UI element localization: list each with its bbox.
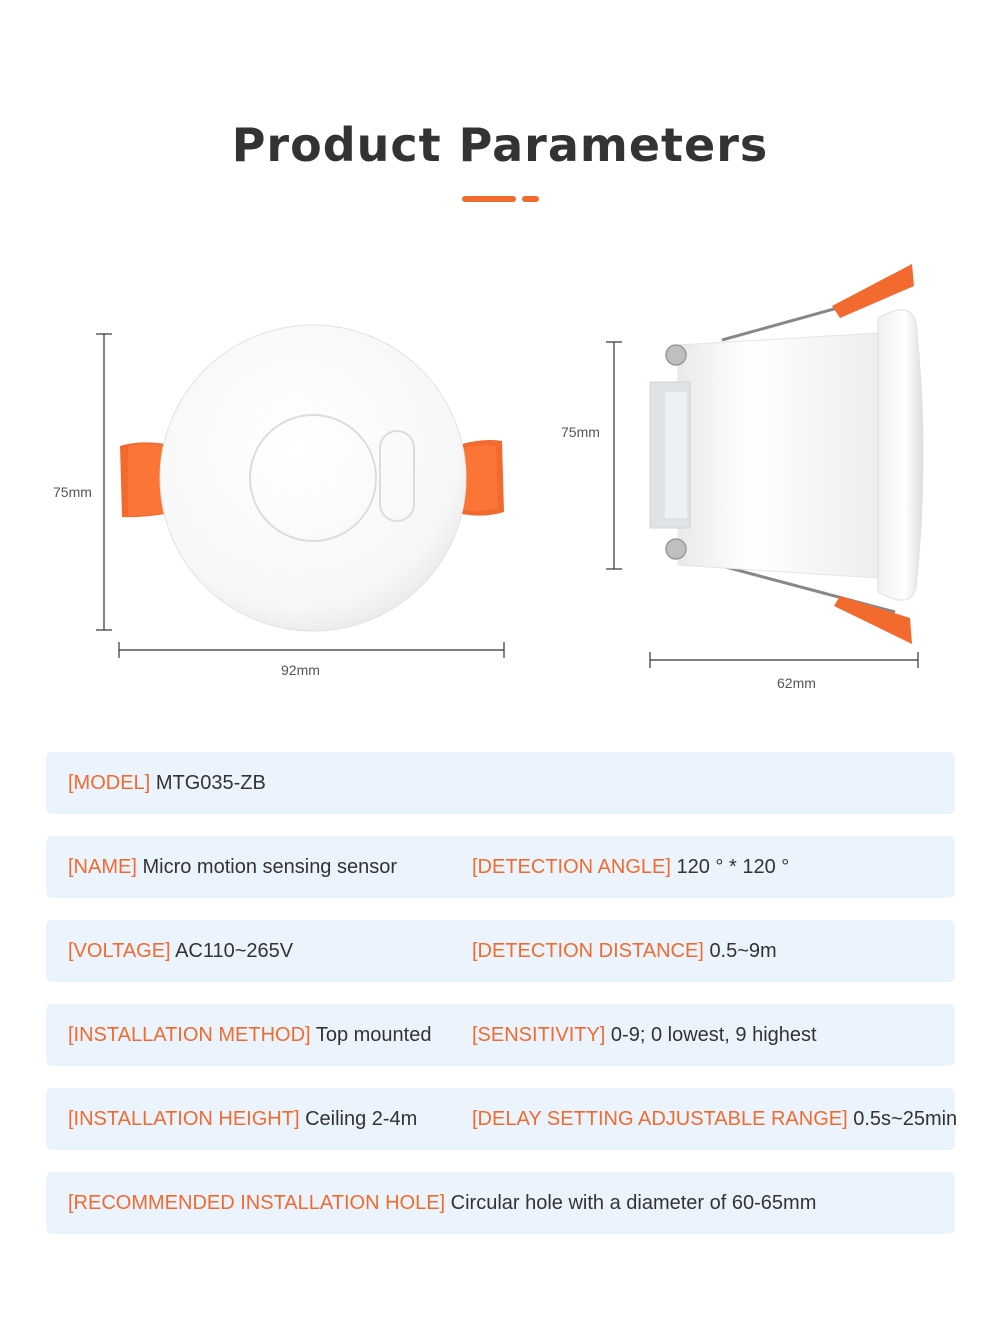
front-width-dimension (119, 642, 504, 658)
spec-key: [RECOMMENDED INSTALLATION HOLE] (68, 1192, 446, 1214)
sensor-side-view (650, 264, 923, 644)
spec-item-delay-range (472, 1088, 957, 1150)
side-height-dimension (606, 342, 622, 569)
spec-item-detection-angle (472, 836, 789, 898)
side-depth-dimension (650, 652, 918, 668)
side-depth-label: 62mm (777, 675, 816, 691)
spec-key: [DELAY SETTING ADJUSTABLE RANGE] (472, 1108, 848, 1130)
spec-value: Ceiling 2-4m (305, 1108, 418, 1130)
spec-item-name (68, 836, 397, 898)
spec-value: 0.5~9m (709, 940, 777, 962)
spec-item-voltage (68, 920, 293, 982)
spec-value: Circular hole with a diameter of 60-65mm (450, 1192, 817, 1214)
front-height-label: 75mm (53, 484, 92, 500)
spec-value: 0-9; 0 lowest, 9 highest (610, 1024, 817, 1046)
sensor-front-view (120, 325, 504, 631)
spec-value: Micro motion sensing sensor (142, 856, 398, 878)
spec-key: [DETECTION ANGLE] (472, 856, 671, 878)
front-width-label: 92mm (281, 662, 320, 678)
spec-item-installation-hole (68, 1172, 816, 1234)
side-height-label: 75mm (561, 424, 600, 440)
spec-value: AC110~265V (175, 940, 294, 962)
spec-item-model (68, 752, 266, 814)
spec-value: MTG035-ZB (155, 772, 266, 794)
spec-item-detection-distance (472, 920, 777, 982)
spec-row-installation-hole (46, 1172, 955, 1234)
spec-row-height-delay (46, 1088, 958, 1150)
spec-value: Top mounted (315, 1024, 432, 1046)
spec-key: [VOLTAGE] (68, 940, 171, 962)
spec-row-name-angle (46, 836, 955, 898)
spec-key: [NAME] (68, 856, 137, 878)
spec-key: [DETECTION DISTANCE] (472, 940, 704, 962)
spec-key: [SENSITIVITY] (472, 1024, 606, 1046)
front-height-dimension (96, 334, 112, 630)
spec-key: [INSTALLATION METHOD] (68, 1024, 311, 1046)
spec-key: [INSTALLATION HEIGHT] (68, 1108, 300, 1130)
spec-value: 120 ° * 120 ° (676, 856, 790, 878)
spec-row-method-sensitivity (46, 1004, 955, 1066)
spec-row-voltage-distance (46, 920, 955, 982)
spec-item-installation-method (68, 1004, 431, 1066)
page-title: Product Parameters (231, 118, 769, 172)
spec-row-model (46, 752, 955, 814)
spec-item-sensitivity (472, 1004, 817, 1066)
spec-key: [MODEL] (68, 772, 151, 794)
spec-value: 0.5s~25min (853, 1108, 958, 1130)
spec-item-installation-height (68, 1088, 417, 1150)
